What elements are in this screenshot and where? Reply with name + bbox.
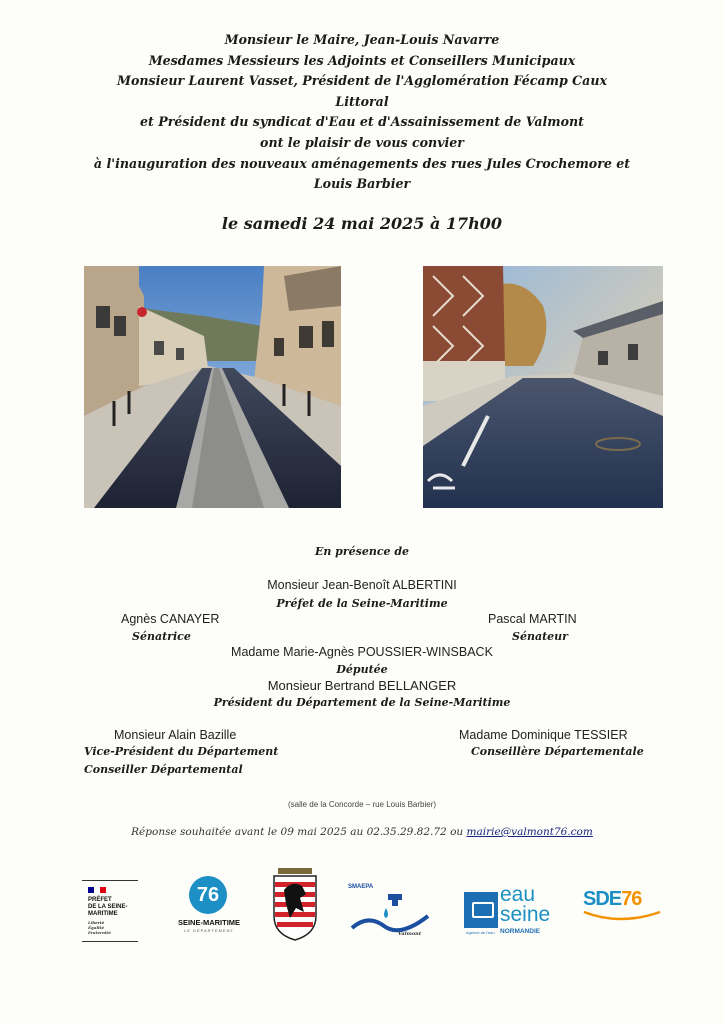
presence-label: En présence de — [314, 545, 410, 558]
eau-seine-sub: Agence de l'eau — [466, 930, 495, 935]
venue-note: (salle de la Concorde – rue Louis Barbier) — [287, 800, 437, 809]
sde-text: SDE — [583, 888, 622, 910]
header-line-inauguration: à l'inauguration des nouveaux aménagements des rues Jules Crochemore et — [93, 155, 631, 171]
conseiller-title: Conseiller Départemental — [84, 763, 243, 776]
invitation-header — [60, 30, 664, 195]
smaepa-label: SMAEPA — [348, 884, 374, 890]
president-dept-name: Monsieur Bertrand BELLANGER — [267, 678, 457, 693]
smaepa-place: Valmont — [398, 931, 422, 937]
eau-seine-square-icon — [464, 892, 498, 928]
senateur-name: Pascal MARTIN — [488, 612, 577, 626]
seine-maritime-label: SEINE-MARITIME — [177, 918, 241, 927]
logo-smaepa — [348, 868, 432, 948]
street-photo-left — [84, 266, 341, 508]
rsvp-line — [0, 826, 724, 838]
header-line-council: Mesdames Messieurs les Adjoints et Conseillers Municipaux — [148, 52, 576, 68]
logo-sde76 — [580, 868, 664, 948]
event-date: le samedi 24 mai 2025 à 17h00 — [221, 214, 503, 233]
sde-swoosh-icon — [580, 908, 664, 924]
street-photo-right — [423, 266, 663, 508]
prefet-name: Monsieur Jean-Benoît ALBERTINI — [267, 578, 457, 592]
prefet-motto-1: Liberté — [88, 920, 105, 925]
president-dept-title: Président du Département de la Seine-Maritime — [213, 696, 511, 709]
seine-maritime-number: 76 — [196, 884, 220, 906]
prefet-logo-line1: PRÉFET — [88, 897, 112, 903]
header-line-littoral: Littoral — [335, 93, 389, 109]
rsvp-email-link[interactable]: mairie@valmont76.com — [466, 826, 593, 838]
vice-president-name: Monsieur Alain Bazille — [114, 728, 237, 742]
header-line-president-syndicat: et Président du syndicat d'Eau et d'Assainissement de Valmont — [140, 114, 584, 130]
header-line-street: Louis Barbier — [313, 176, 411, 192]
prefet-title: Préfet de la Seine-Maritime — [276, 597, 448, 610]
prefet-logo-line3: MARITIME — [88, 911, 118, 917]
senateur-title: Sénateur — [512, 630, 568, 643]
logo-prefet — [82, 880, 138, 942]
logo-eau-seine-normandie — [464, 868, 551, 948]
header-line-president-agglo: Monsieur Laurent Vasset, Président de l'Agglomération Fécamp Caux — [117, 73, 607, 89]
seine-maritime-badge-icon — [189, 876, 227, 914]
prefet-logo-line2: DE LA SEINE- — [88, 904, 128, 910]
valmont-coat-of-arms-icon — [272, 868, 318, 948]
eau-label: eau — [500, 883, 536, 906]
header-line-mayor: Monsieur le Maire, Jean-Louis Navarre — [224, 32, 500, 47]
seine-label: seine — [500, 903, 551, 926]
deputee-title: Députée — [336, 663, 388, 676]
normandie-label: NORMANDIE — [500, 928, 541, 935]
prefet-motto-3: Fraternité — [88, 930, 111, 935]
logo-seine-maritime — [176, 868, 242, 948]
conseillere-name: Madame Dominique TESSIER — [459, 728, 628, 742]
vice-president-title: Vice-Président du Département — [84, 745, 279, 758]
rsvp-text: Réponse souhaitée avant le 09 mai 2025 au 02.35.29.82.72 ou — [131, 826, 464, 838]
prefet-motto-2: Égalité — [88, 925, 104, 930]
senatrice-name: Agnès CANAYER — [121, 612, 220, 626]
header-line-invite: ont le plaisir de vous convier — [260, 134, 464, 150]
conseillere-title: Conseillère Départementale — [471, 745, 644, 758]
seine-maritime-sub: LE DÉPARTEMENT — [184, 928, 234, 933]
french-flag-icon — [88, 887, 106, 893]
senatrice-title: Sénatrice — [132, 630, 191, 643]
deputee-name: Madame Marie-Agnès POUSSIER-WINSBACK — [231, 645, 493, 659]
sde-number: 76 — [621, 888, 642, 910]
